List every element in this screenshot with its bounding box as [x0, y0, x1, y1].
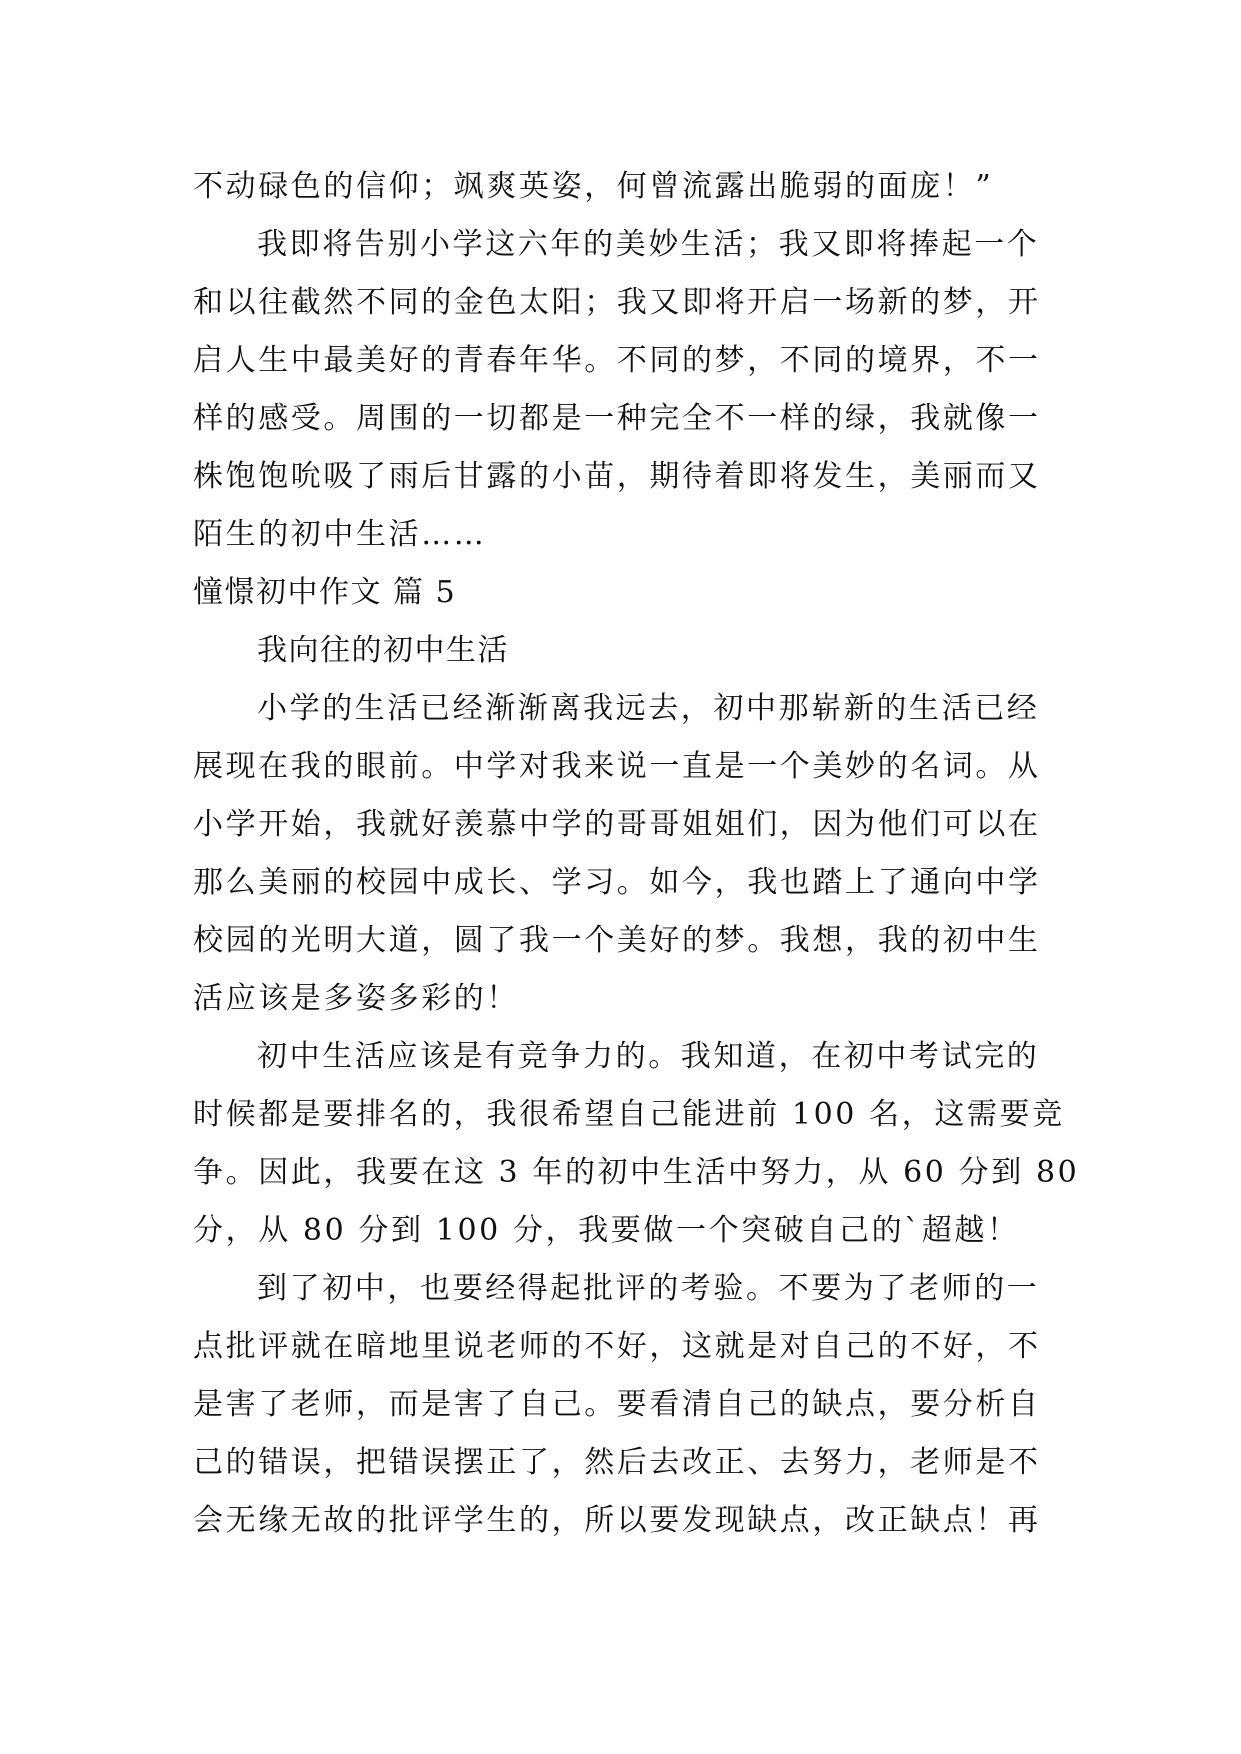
text-line: 小学开始，我就好羡慕中学的哥哥姐姐们，因为他们可以在 [193, 807, 1041, 842]
text-line: 我即将告别小学这六年的美妙生活；我又即将捧起一个 [257, 227, 1040, 262]
text-line: 是害了老师，而是害了自己。要看清自己的缺点，要分析自 [193, 1387, 1041, 1422]
text-line: 时候都是要排名的，我很希望自己能进前 100 名，这需要竞 [193, 1097, 1065, 1132]
text-line: 己的错误，把错误摆正了，然后去改正、去努力，老师是不 [193, 1445, 1041, 1480]
text-line: 校园的光明大道，圆了我一个美好的梦。我想，我的初中生 [193, 923, 1041, 958]
text-line: 活应该是多姿多彩的！ [193, 981, 519, 1016]
section-heading: 憧憬初中作文 篇 5 [193, 575, 457, 610]
text-line: 会无缘无故的批评学生的，所以要发现缺点，改正缺点！再 [193, 1503, 1041, 1538]
text-line: 陌生的初中生活…… [193, 517, 487, 552]
text-line: 展现在我的眼前。中学对我来说一直是一个美妙的名词。从 [193, 749, 1041, 784]
text-line: 点批评就在暗地里说老师的不好，这就是对自己的不好，不 [193, 1329, 1041, 1364]
document-body [193, 158, 1080, 1550]
text-line: 分，从 80 分到 100 分，我要做一个突破自己的`超越！ [193, 1213, 1020, 1248]
text-line: 到了初中，也要经得起批评的考验。不要为了老师的一 [257, 1271, 1040, 1306]
text-line: 启人生中最美好的青春年华。不同的梦，不同的境界，不一 [193, 343, 1041, 378]
text-line: 那么美丽的校园中成长、学习。如今，我也踏上了通向中学 [193, 865, 1041, 900]
essay-title: 我向往的初中生活 [257, 633, 509, 668]
text-line: 初中生活应该是有竞争力的。我知道，在初中考试完的 [257, 1039, 1040, 1074]
text-line: 争。因此，我要在这 3 年的初中生活中努力，从 60 分到 80 [193, 1155, 1080, 1190]
text-line: 和以往截然不同的金色太阳；我又即将开启一场新的梦，开 [193, 285, 1041, 320]
text-line: 不动碌色的信仰；飒爽英姿，何曾流露出脆弱的面庞！” [193, 169, 994, 204]
text-line: 样的感受。周围的一切都是一种完全不一样的绿，我就像一 [193, 401, 1041, 436]
text-line: 株饱饱吮吸了雨后甘露的小苗，期待着即将发生，美丽而又 [193, 459, 1041, 494]
text-line: 小学的生活已经渐渐离我远去，初中那崭新的生活已经 [257, 691, 1040, 726]
